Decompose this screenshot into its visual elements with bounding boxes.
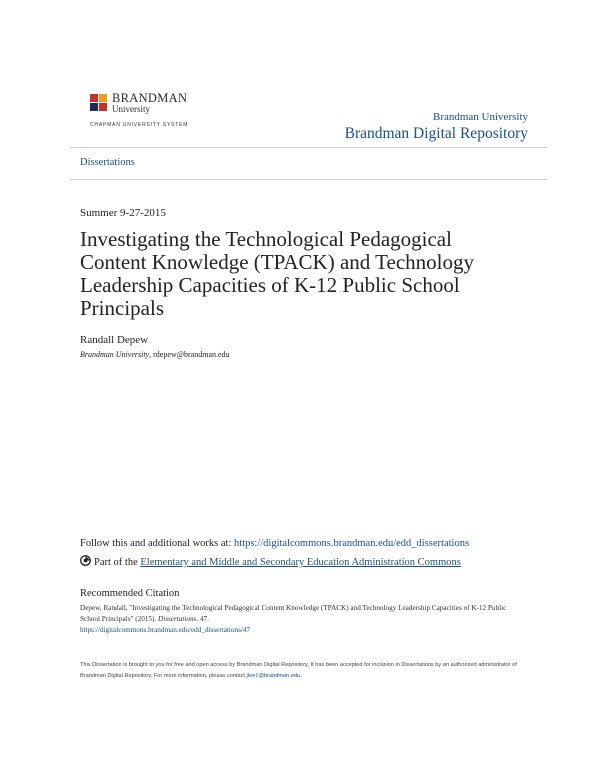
logo-square [99,103,107,111]
citation-text [80,603,525,636]
citation-series: Dissertations [158,615,197,623]
logo-square [90,103,98,111]
commons-icon [80,555,91,566]
author-email: , rdepew@brandman.edu [149,350,230,359]
repo-institution-link[interactable]: Brandman University [432,111,528,123]
logo-sub: University [112,104,150,114]
author-affiliation [80,350,230,359]
document-title: Investigating the Technological Pedagogical Content Knowledge (TPACK) and Technology Leadership Capacities of K-12 Public School Principals [80,227,474,320]
follow-label: Follow this and additional works at: [80,538,234,549]
follow-line [80,538,469,549]
logo-square [90,94,98,102]
publication-date: Summer 9-27-2015 [80,207,166,219]
access-notice-end: . [300,673,302,679]
repository-heading [345,110,528,144]
access-notice [80,660,530,682]
divider [70,179,547,180]
partof-line [80,555,461,568]
citation-number: . 47. [196,615,209,623]
logo-word: BRANDMAN [112,91,188,105]
divider [70,147,547,148]
citation-body: Depew, Randall, "Investigating the Technological Pedagogical Content Knowledge (TPACK) and Technology Leadership Capacities of K-12 Public School Principals" (2015). [80,604,507,623]
collection-link[interactable]: Dissertations [80,157,135,168]
access-notice-text: This Dissertation is brought to you for free and open access by Brandman Digital Repository. It has been accepted for inclusion in Dissertations by an authorized administrator of Brandman Digital Repository. For more information, please contact [80,662,517,679]
citation-heading: Recommended Citation [80,588,180,599]
author-name: Randall Depew [80,334,149,346]
partof-label: Part of the [94,557,141,568]
repo-name-link[interactable]: Brandman Digital Repository [344,125,528,142]
citation-url-link[interactable]: https://digitalcommons.brandman.edu/edd_dissertations/47 [80,626,251,634]
commons-link[interactable]: Elementary and Middle and Secondary Education Administration Commons [140,557,461,568]
logo-tagline: CHAPMAN UNIVERSITY SYSTEM [90,122,189,128]
logo-mark-icon [90,94,108,112]
logo-square [99,94,107,102]
collection-url-link[interactable]: https://digitalcommons.brandman.edu/edd_dissertations [234,538,470,549]
affiliation-institution: Brandman University [80,350,150,359]
contact-email-link[interactable]: jlee1@brandman.edu [246,673,301,679]
